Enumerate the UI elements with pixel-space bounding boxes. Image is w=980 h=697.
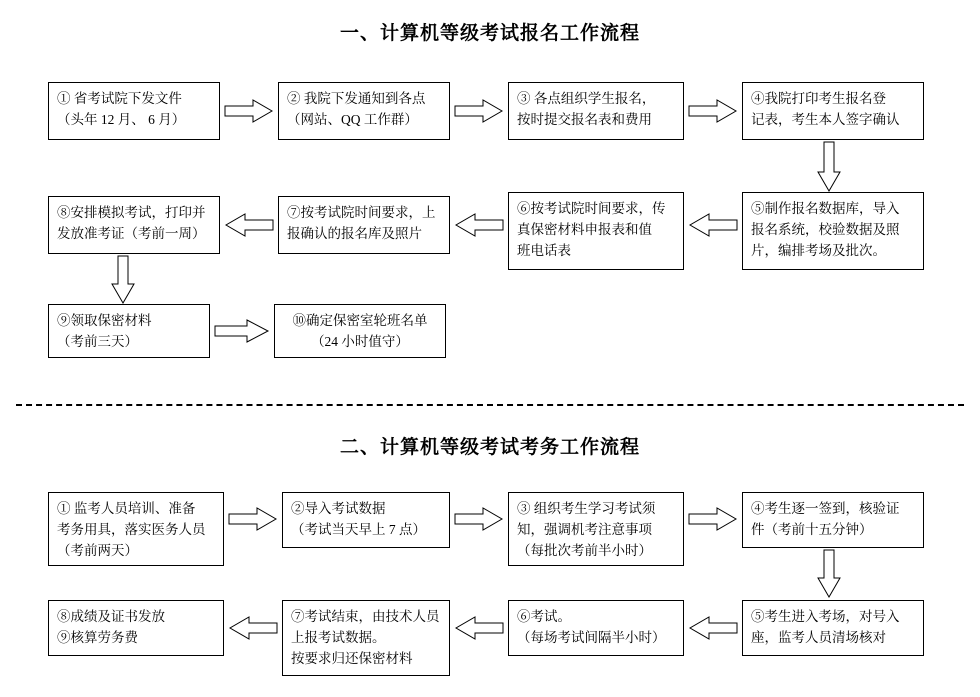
node-line: 件（考前十五分钟） <box>751 521 873 537</box>
flow-arrow-2-5-6 <box>688 617 738 639</box>
node-line: ⑨核算劳务费 <box>57 629 138 645</box>
node-2-2 <box>282 492 450 548</box>
node-line: （考前两天） <box>57 542 138 558</box>
node-line: （考前三天） <box>57 333 138 349</box>
node-line: ④我院打印考生报名登 <box>751 91 886 106</box>
flow-arrow-2-1-2 <box>229 508 277 530</box>
flow-arrow-8-9 <box>112 256 136 304</box>
section-title-registration: 一、计算机等级考试报名工作流程 <box>339 23 640 44</box>
node-line: 片，编排考场及批次。 <box>751 242 886 258</box>
node-line: 报名系统，校验数据及照 <box>751 221 900 237</box>
node-line: ⑩确定保密室轮班名单 <box>292 313 428 328</box>
flow-arrow-2-3 <box>455 100 503 122</box>
node-line: ⑥考试。 <box>517 609 571 624</box>
flow-arrow-5-6 <box>688 214 738 236</box>
node-line: ⑤考生进入考场，对号入 <box>751 609 900 624</box>
node-1-7 <box>278 196 450 254</box>
node-line: ⑥按考试院时间要求，传 <box>517 201 666 216</box>
node-1-2 <box>278 82 450 140</box>
node-line: ④考生逐一签到，核验证 <box>751 501 900 516</box>
node-line: ③ 组织考生学习考试须 <box>517 501 656 516</box>
node-line: 按时提交报名表和费用 <box>517 111 652 127</box>
node-line: 班电话表 <box>517 242 571 258</box>
node-line: 上报考试数据。 <box>291 629 386 645</box>
node-2-3 <box>508 492 684 566</box>
node-line: ① 省考试院下发文件 <box>57 91 182 106</box>
node-line: 报确认的报名库及照片 <box>287 225 422 241</box>
node-1-4 <box>742 82 924 140</box>
node-line: 按要求归还保密材料 <box>291 650 413 666</box>
node-2-7 <box>282 600 450 676</box>
flow-arrow-2-3-4 <box>689 508 737 530</box>
node-line: ⑤制作报名数据库，导入 <box>751 201 900 216</box>
node-line: ⑦考试结束，由技术人员 <box>291 609 440 624</box>
node-line: ① 监考人员培训、准备 <box>57 501 196 516</box>
flow-arrow-2-6-7 <box>454 617 504 639</box>
node-line: 真保密材料申报表和值 <box>517 221 652 237</box>
node-1-8 <box>48 196 220 254</box>
node-1-6 <box>508 192 684 270</box>
node-line: （网站、QQ 工作群） <box>287 111 418 127</box>
flow-arrow-3-4 <box>689 100 737 122</box>
flow-arrow-4-5 <box>818 142 842 192</box>
flow-arrow-2-7-8 <box>228 617 278 639</box>
node-line: （考试当天早上 7 点） <box>291 521 426 537</box>
flow-arrow-2-4-5 <box>818 550 842 598</box>
flow-arrow-1-2 <box>225 100 273 122</box>
node-2-5 <box>742 600 924 656</box>
node-line: （每批次考前半小时） <box>517 542 652 558</box>
node-2-1 <box>48 492 224 566</box>
node-line: 发放准考证（考前一周） <box>57 225 206 241</box>
flow-arrow-6-7 <box>454 214 504 236</box>
node-line: 考务用具，落实医务人员 <box>57 521 206 537</box>
node-line: 知，强调机考注意事项 <box>517 521 652 537</box>
node-line: （24 小时值守） <box>311 333 409 349</box>
node-1-1 <box>48 82 220 140</box>
node-line: （每场考试间隔半小时） <box>517 629 666 645</box>
flow-arrow-9-10 <box>215 320 269 342</box>
node-2-4 <box>742 492 924 548</box>
node-1-3 <box>508 82 684 140</box>
flow-arrow-2-2-3 <box>455 508 503 530</box>
node-1-5 <box>742 192 924 270</box>
node-line: ⑧安排模拟考试，打印并 <box>57 205 206 220</box>
section-title-exam-affairs: 二、计算机等级考试考务工作流程 <box>339 437 640 458</box>
node-1-10 <box>274 304 446 358</box>
node-line: ③ 各点组织学生报名， <box>517 91 656 106</box>
node-line: ② 我院下发通知到各点 <box>287 91 426 106</box>
flow-arrow-7-8 <box>224 214 274 236</box>
node-line: ②导入考试数据 <box>291 501 386 516</box>
node-line: ⑨领取保密材料 <box>57 313 152 328</box>
node-line: 记表，考生本人签字确认 <box>751 111 900 127</box>
node-line: ⑧成绩及证书发放 <box>57 609 165 624</box>
node-2-6 <box>508 600 684 656</box>
node-line: （头年 12 月、 6 月） <box>57 111 186 127</box>
node-2-8 <box>48 600 224 656</box>
section-divider <box>16 404 964 406</box>
node-line: ⑦按考试院时间要求，上 <box>287 205 436 220</box>
node-1-9 <box>48 304 210 358</box>
node-line: 座，监考人员清场核对 <box>751 629 886 645</box>
